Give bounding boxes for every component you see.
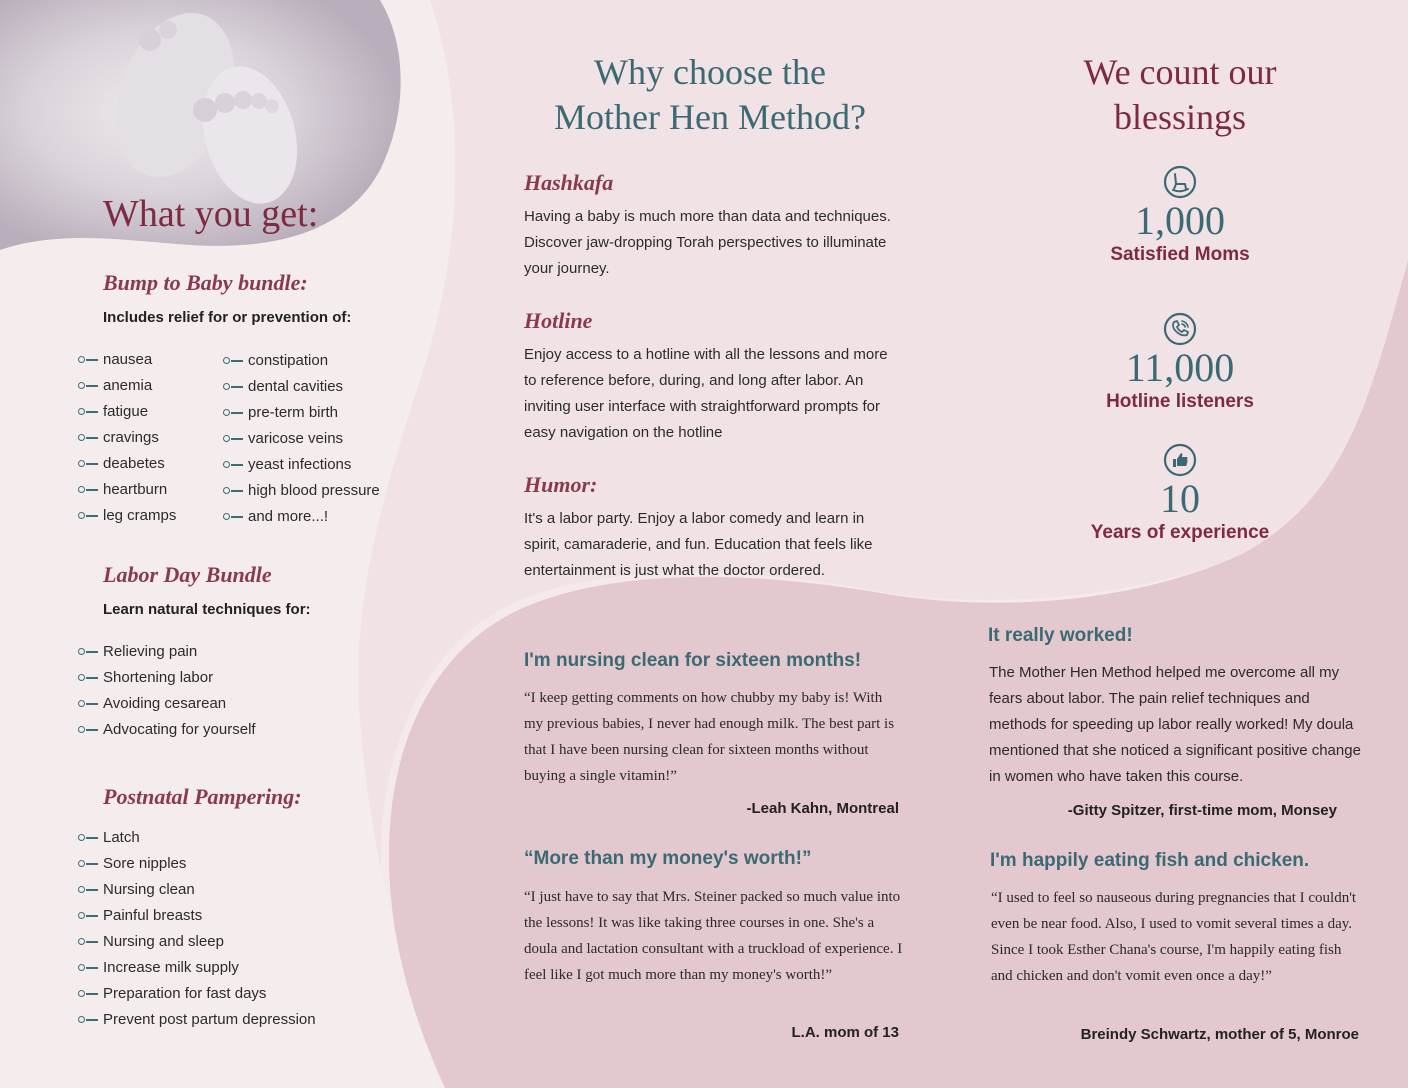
postnatal-heading: Postnatal Pampering: [103,784,302,809]
blessings-title-line1: We count our [1083,52,1277,92]
thumbs-up-icon [1163,443,1197,477]
bullet-icon [78,486,98,494]
bullet-icon [223,435,243,443]
testimonial-quote: The Mother Hen Method helped me overcome all my fears about labor. The pain relief techniques and methods for speeding up labor really worked! My doula mentioned that she noticed a significant positive change in women who have taken this course. [989,664,1361,785]
stat-label: Years of experience [1090,522,1270,543]
testimonial-author: -Gitty Spitzer, first-time mom, Monsey [1067,802,1337,819]
stat-number: 1,000 [1135,198,1225,243]
list-item: varicose veins [223,426,380,452]
list-item: Latch [78,825,316,851]
list-item: high blood pressure [223,478,380,504]
list-item: constipation [223,348,380,374]
bump-bundle-intro: Includes relief for or prevention of: [103,309,352,326]
list-item: Painful breasts [78,903,316,929]
what-you-get-title: What you get: [103,193,319,235]
testimonial-heading: It really worked! [988,625,1133,646]
stat-number: 10 [1160,476,1200,521]
bullet-icon [223,461,243,469]
blessings-title [1020,50,1340,140]
bullet-icon [78,700,98,708]
list-item: Shortening labor [78,665,256,691]
list-item: Sore nipples [78,851,316,877]
testimonial-author: L.A. mom of 13 [791,1024,899,1041]
bullet-icon [78,408,98,416]
labor-list [78,639,256,743]
list-item: Nursing and sleep [78,929,316,955]
bullet-icon [78,512,98,520]
bullet-icon [78,886,98,894]
testimonial-author: -Leah Kahn, Montreal [746,800,899,817]
bullet-icon [78,356,98,364]
stat-hotline-listeners [1060,312,1300,414]
humor-heading: Humor: [524,472,598,497]
bullet-icon [223,409,243,417]
bullet-icon [78,834,98,842]
bullet-icon [78,674,98,682]
testimonial-heading: I'm happily eating fish and chicken. [990,850,1310,871]
list-item: Relieving pain [78,639,256,665]
postnatal-list [78,825,316,1033]
hashkafa-heading: Hashkafa [524,170,614,195]
testimonial-heading: “More than my money's worth!” [524,848,812,869]
list-item: fatigue [78,399,176,425]
hotline-text: Enjoy access to a hotline with all the lessons and more to reference before, during, and long after labor. An inviting user interface with straightforward prompts for easy navigation on the hotline [524,346,888,441]
list-item: anemia [78,373,176,399]
bump-bundle-heading: Bump to Baby bundle: [103,270,308,295]
stat-years-experience [1060,443,1300,545]
bullet-icon [78,648,98,656]
testimonial-quote: “I keep getting comments on how chubby my baby is! With my previous babies, I never had enough milk. The best part is that I have been nursing clean for sixteen months without buying a single vitamin!” [524,690,895,784]
bullet-icon [78,912,98,920]
bullet-icon [223,357,243,365]
bump-list-b [223,348,380,530]
testimonial-heading: I'm nursing clean for sixteen months! [524,650,862,671]
hashkafa-text: Having a baby is much more than data and techniques. Discover jaw-dropping Torah perspectives to illuminate your journey. [524,208,891,277]
bullet-icon [78,434,98,442]
bullet-icon [223,487,243,495]
bullet-icon [78,382,98,390]
bullet-icon [78,726,98,734]
stat-label: Satisfied Moms [1110,244,1250,265]
bullet-icon [78,860,98,868]
humor-text: It's a labor party. Enjoy a labor comedy and learn in spirit, camaraderie, and fun. Education that feels like entertainment is just what the doctor ordered. [524,510,873,579]
list-item: cravings [78,425,176,451]
labor-bundle-heading: Labor Day Bundle [103,562,272,587]
why-title-line2: Mother Hen Method? [554,97,866,137]
list-item: pre-term birth [223,400,380,426]
bullet-icon [78,1016,98,1024]
testimonial-author: Breindy Schwartz, mother of 5, Monroe [1080,1026,1359,1043]
bullet-icon [78,460,98,468]
list-item: nausea [78,347,176,373]
list-item: Advocating for yourself [78,717,256,743]
list-item: Preparation for fast days [78,981,316,1007]
bullet-icon [78,964,98,972]
hotline-heading: Hotline [524,308,593,333]
bullet-icon [223,383,243,391]
testimonial-quote: “I used to feel so nauseous during pregnancies that I couldn't even be near food. Also, I used to vomit several times a day. Since I took Esther Chana's course, I'm happily eating fish and chicken and don't vomit even once a day!” [991,890,1357,984]
why-choose-title [500,50,920,140]
why-title-line1: Why choose the [594,52,826,92]
list-item: Nursing clean [78,877,316,903]
list-item: Prevent post partum depression [78,1007,316,1033]
blessings-title-line2: blessings [1113,97,1246,137]
list-item: and more...! [223,504,380,530]
testimonial-quote: “I just have to say that Mrs. Steiner packed so much value into the lessons! It was like taking three courses in one. She's a doula and lactation consultant with a truckload of experience. I feel like I got much more than my money's worth!” [524,889,903,983]
list-item: yeast infections [223,452,380,478]
stat-label: Hotline listeners [1106,391,1254,412]
bullet-icon [78,990,98,998]
list-item: Avoiding cesarean [78,691,256,717]
phone-icon [1163,312,1197,346]
list-item: leg cramps [78,503,176,529]
bullet-icon [78,938,98,946]
list-item: Increase milk supply [78,955,316,981]
stat-satisfied-moms [1060,165,1300,267]
list-item: deabetes [78,451,176,477]
stat-number: 11,000 [1125,345,1235,390]
list-item: heartburn [78,477,176,503]
list-item: dental cavities [223,374,380,400]
bullet-icon [223,513,243,521]
bump-list-a [78,347,176,529]
rocking-chair-icon [1163,165,1197,199]
labor-bundle-intro: Learn natural techniques for: [103,601,311,618]
